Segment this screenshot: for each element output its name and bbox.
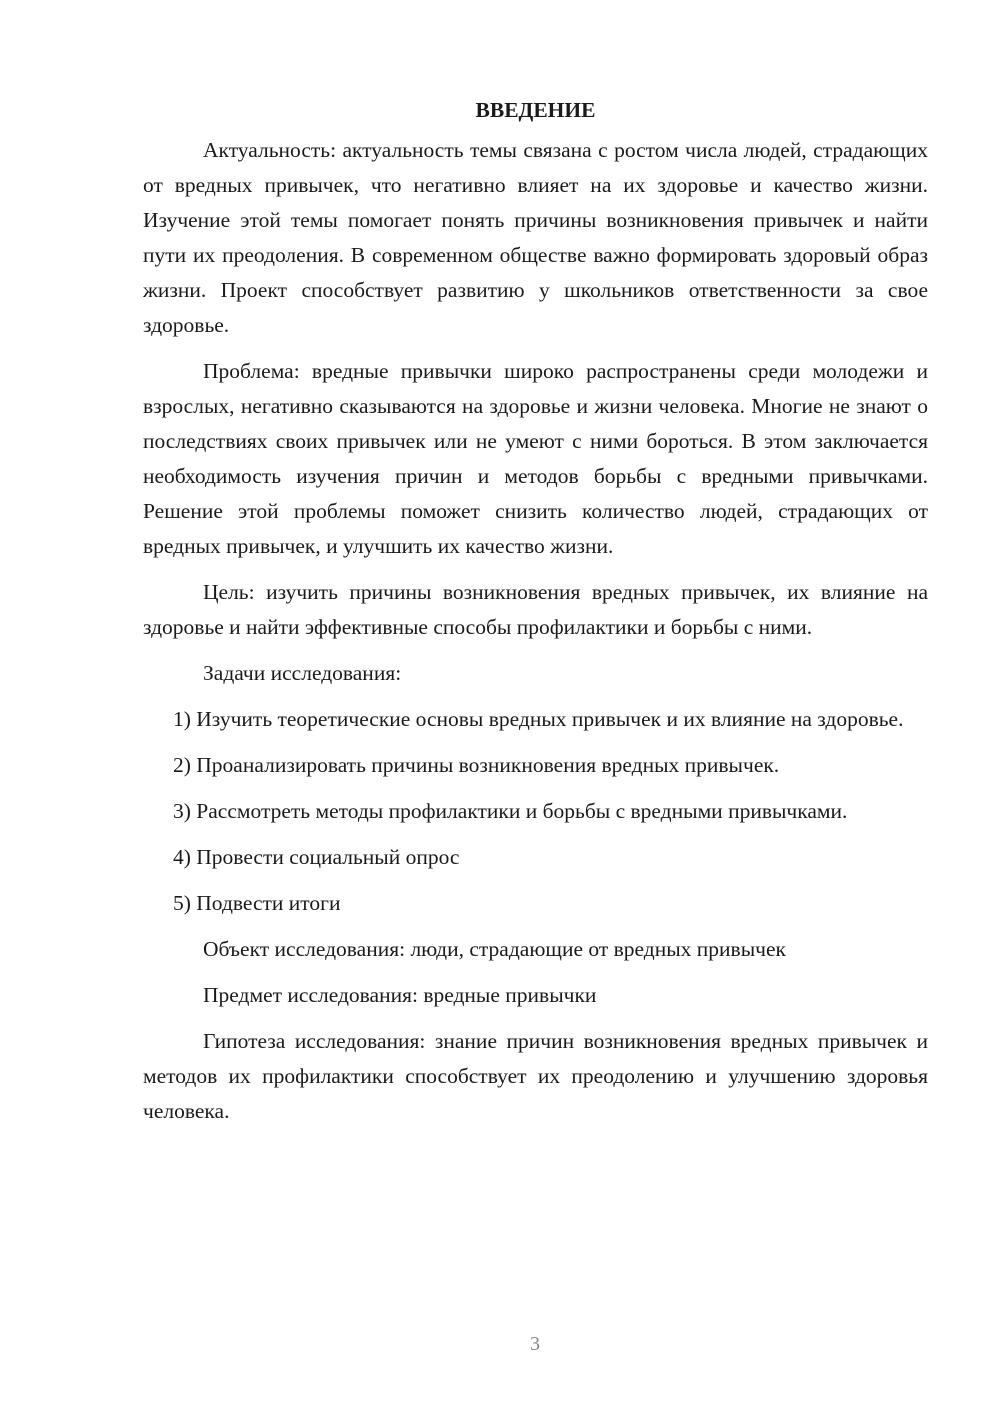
page-number: 3	[530, 1333, 540, 1355]
task-item-4: 4) Провести социальный опрос	[173, 845, 460, 869]
research-object: Объект исследования: люди, страдающие от вредных привычек	[203, 937, 786, 961]
research-subject: Предмет исследования: вредные привычки	[203, 983, 597, 1007]
goal-paragraph: Цель: изучить причины возникновения вредных привычек, их влияние на здоровье и найти эффективные способы профилактики и борьбы с ними.	[143, 580, 928, 639]
problem-paragraph: Проблема: вредные привычки широко распространены среди молодежи и взрослых, негативно сказываются на здоровье и жизни человека. Многие не знают о последствиях своих привычек или не умеют с ними бороться. В этом заключается необходимость изучения причин и методов борьбы с вредными привычками. Решение этой проблемы поможет снизить количество людей, страдающих от вредных привычек, и улучшить их качество жизни.	[143, 359, 928, 558]
document-page	[143, 92, 928, 1140]
task-item-5: 5) Подвести итоги	[173, 891, 341, 915]
task-item-1: 1) Изучить теоретические основы вредных привычек и их влияние на здоровье.	[173, 707, 904, 731]
relevance-paragraph: Актуальность: актуальность темы связана с ростом числа людей, страдающих от вредных привычек, что негативно влияет на их здоровье и качество жизни. Изучение этой темы помогает понять причины возникновения привычек и найти пути их преодоления. В современном обществе важно формировать здоровый образ жизни. Проект способствует развитию у школьников ответственности за свое здоровье.	[143, 138, 928, 337]
page-title: ВВЕДЕНИЕ	[475, 98, 596, 122]
task-item-2: 2) Проанализировать причины возникновения вредных привычек.	[173, 753, 780, 777]
hypothesis-paragraph: Гипотеза исследования: знание причин возникновения вредных привычек и методов их профилактики способствует их преодолению и улучшению здоровья человека.	[143, 1029, 928, 1123]
task-item-3: 3) Рассмотреть методы профилактики и борьбы с вредными привычками.	[173, 799, 848, 823]
tasks-heading: Задачи исследования:	[203, 661, 402, 685]
